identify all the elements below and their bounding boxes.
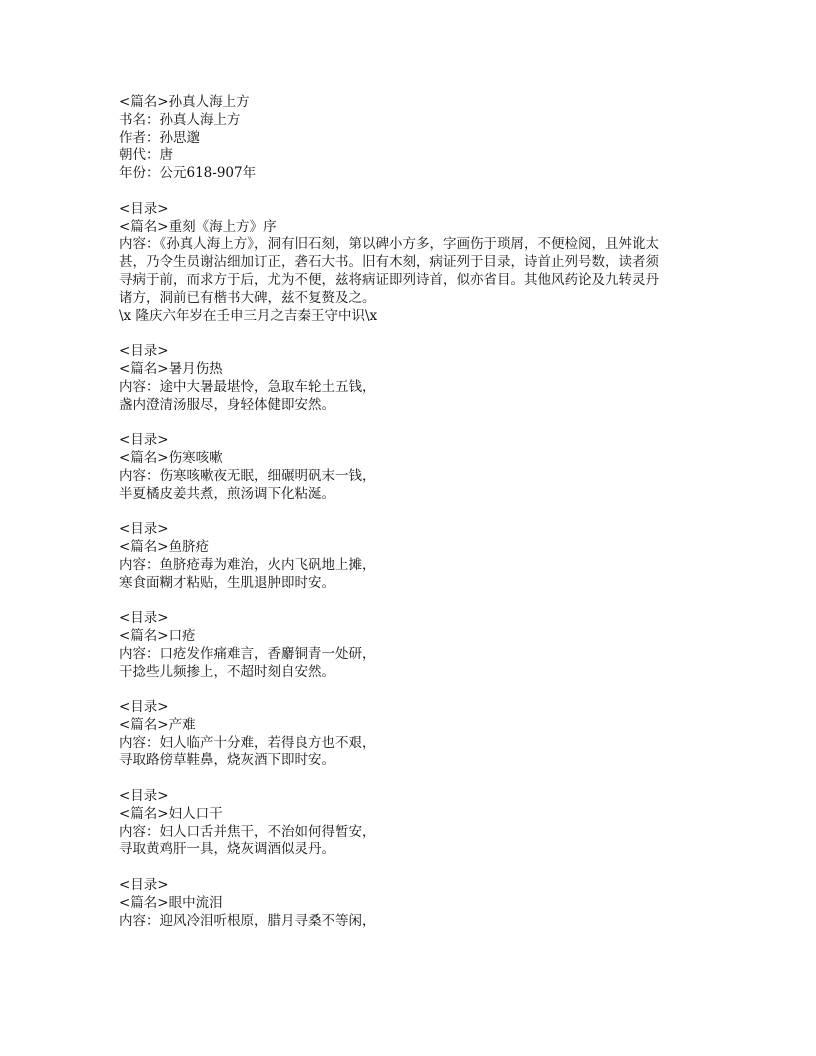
text-line: 诸方，洞前已有楷书大碑，兹不复赘及之。 [119,289,376,306]
text-line: <篇名>鱼脐疮 [119,538,210,555]
text-line: 朝代：唐 [119,147,173,164]
blank-line [119,503,659,521]
text-line: <篇名>妇人口干 [119,805,223,822]
document-body [119,94,659,930]
blank-line [119,183,659,201]
text-line: \x 隆庆六年岁在壬申三月之吉秦王守中识\x [119,307,378,324]
text-line: 半夏橘皮姜共煮，煎汤调下化粘涎。 [119,485,335,502]
text-line: 作者：孙思邈 [119,129,200,146]
text-line: <目录> [119,699,169,716]
text-line: <篇名>伤寒咳嗽 [119,449,223,466]
text-line: <篇名>眼中流泪 [119,894,223,911]
text-line: 甚，乃令生员谢沾细加订正，砻石大书。旧有木刻，病证列于目录，诗首止列号数，读者须 [119,254,659,271]
text-line: 内容：《孙真人海上方》，洞有旧石刻，第以碑小方多，字画伤于琐屑，不便检阅，且舛讹太 [119,236,659,253]
text-line: 内容：妇人口舌并焦干，不治如何得暂安， [119,823,376,840]
text-line: 盏内澄清汤服尽，身轻体健即安然。 [119,396,335,413]
blank-line [119,325,659,343]
text-line: <目录> [119,788,169,805]
text-line: 内容：伤寒咳嗽夜无眠，细碾明矾末一钱， [119,467,376,484]
text-line: <篇名>口疮 [119,627,196,644]
text-line: <目录> [119,200,169,217]
text-line: <篇名>暑月伤热 [119,360,223,377]
blank-line [119,414,659,432]
text-line: 内容：妇人临产十分难，若得良方也不艰， [119,734,376,751]
text-line: 书名：孙真人海上方 [119,111,241,128]
blank-line [119,770,659,788]
text-line: 内容：口疮发作痛难言，香麝铜青一处研， [119,645,376,662]
text-line: <篇名>重刻《海上方》序 [119,218,277,235]
text-line: <目录> [119,610,169,627]
text-line: 年份：公元618-907年 [119,165,257,182]
text-line: 内容：鱼脐疮毒为难治，火内飞矾地上摊， [119,556,376,573]
text-line: 内容：迎风冷泪听根原，腊月寻桑不等闲， [119,912,376,929]
text-line: <篇名>孙真人海上方 [119,94,250,110]
text-line: <篇名>产难 [119,716,196,733]
blank-line [119,681,659,699]
blank-line [119,592,659,610]
text-line: <目录> [119,343,169,360]
text-line: 寒食面糊才粘贴，生肌退肿即时安。 [119,574,335,591]
text-line: 寻病于前，而求方于后，尤为不便，兹将病证即列诗首，似亦省目。其他风药论及九转灵丹 [119,271,659,288]
text-line: 寻取黄鸡肝一具，烧灰调酒似灵丹。 [119,841,335,858]
text-line: <目录> [119,432,169,449]
text-line: 内容：途中大暑最堪怜，急取车轮土五钱， [119,378,376,395]
text-line: <目录> [119,877,169,894]
blank-line [119,859,659,877]
text-line: <目录> [119,521,169,538]
text-line: 干捻些儿频掺上，不超时刻自安然。 [119,663,335,680]
text-line: 寻取路傍草鞋鼻，烧灰酒下即时安。 [119,752,335,769]
